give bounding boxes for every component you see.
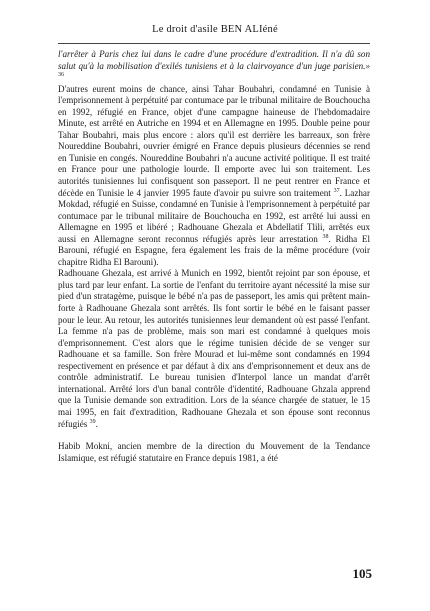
header-rule — [58, 43, 370, 44]
quote-text: l'arrêter à Paris chez lui dans le cadre d'une procédure d'extradition. Il n'a dû son salut qu'à la mobilisation d'exilés tunisiens et à la clairvoyance d'un juge parisien.» — [58, 49, 370, 71]
paragraphs — [58, 84, 370, 465]
paragraph-text: . Lazhar Mokdad, réfugié en Suisse, condamné en Tunisie à l'emprisonnement à perpétuité par contumace par le tribunal militaire de Bouchoucha en 1992, est arrêté lui aussi en Allemagne en 1995 et libéré ; Radhouane Ghezala et Abdellatif Tlili, arrêtés eux aussi en Allemagne seront reconnus réfugiés après leur arrestation — [58, 187, 370, 244]
paragraph-text: Radhouane Ghezala, est arrivé à Munich en 1992, bientôt rejoint par son épouse, et plus tard par leur enfant. La sortie de l'enfant du territoire ayant nécessité la mise sur pied d'un stratagème, puisque le bébé n'a pas de passeport, les amis qui prêtent main-forte à Radhouane Ghezala sont arrêtés. Ils font sortir le bébé en le faisant passer pour le leur. Au retour, les autorités tunisiennes leur demandent où est passé l'enfant. La femme n'a pas de problème, mais son mari est condamné à quelques mois d'emprisonnement. C'est alors que le régime tunisien décide de se venger sur Radhouane et sa famille. Son frère Mourad et lui-même sont condamnés en 1994 respectivement en présence et par défaut à dix ans d'emprisonnement et deux ans de contrôle administratif. Le bureau tunisien d'Interpol lance un mandat d'arrêt international. Arrêté lors d'un banal contrôle d'identité, Radhouane Ghzala apprend que la Tunisie demande son extradition. Lors de la séance chargée de statuer, le 15 mai 1995, en fait d'extradition, Radhouane Ghezala et son épouse sont reconnus réfugiés — [58, 268, 370, 429]
body-paragraph — [58, 268, 370, 430]
paragraph-text: . — [95, 418, 98, 429]
running-header: Le droit d'asile BEN ALIéné — [152, 24, 278, 35]
paragraph-text: D'autres eurent moins de chance, ainsi Tahar Boubahri, condamné en Tunisie à l'emprisonnement à perpétuité par contumace par le tribunal militaire de Bouchoucha en 1992, réfugié en France, objet d'une campagne haineuse de l'hebdomadaire Minute, est arrêté en Autriche en 1994 et en Allemagne en 1995. Double peine pour Tahar Boubahri, mais plus encore : alors qu'il est derrière les barreaux, son frère Noureddine Boubahri, ouvrier émigré en France depuis plusieurs décennies se rend en Tunisie en congés. Noureddine Boubahri n'a aucune activité politique. Il est traité en France pour une pathologie lourde. Il emporte avec lui son traitement. Les autorités tunisiennes lui confisquent son passeport. Il ne peut rentrer en France et décède en Tunisie le 4 janvier 1995 faute d'avoir pu suivre son traitement — [58, 83, 370, 198]
paragraph-text: Habib Mokni, ancien membre de la direction du Mouvement de la Tendance Islamique, est réfugié statutaire en France depuis 1981, a été — [58, 441, 370, 463]
footnote-ref: 36 — [58, 72, 64, 79]
body-text — [58, 49, 370, 464]
body-paragraph — [58, 441, 370, 464]
quote-paragraph — [58, 49, 370, 84]
paragraph-text: . Ridha El Barouni, réfugié en Espagne, fera également les frais de la même procédure (voir chapitre Ridha El Barouni). — [58, 233, 370, 267]
footnote-ref: 39 — [89, 418, 96, 425]
footnote-ref: 38 — [322, 233, 329, 240]
body-paragraph — [58, 84, 370, 269]
page-number: 105 — [352, 566, 372, 581]
footnote-ref: 37 — [333, 187, 340, 194]
